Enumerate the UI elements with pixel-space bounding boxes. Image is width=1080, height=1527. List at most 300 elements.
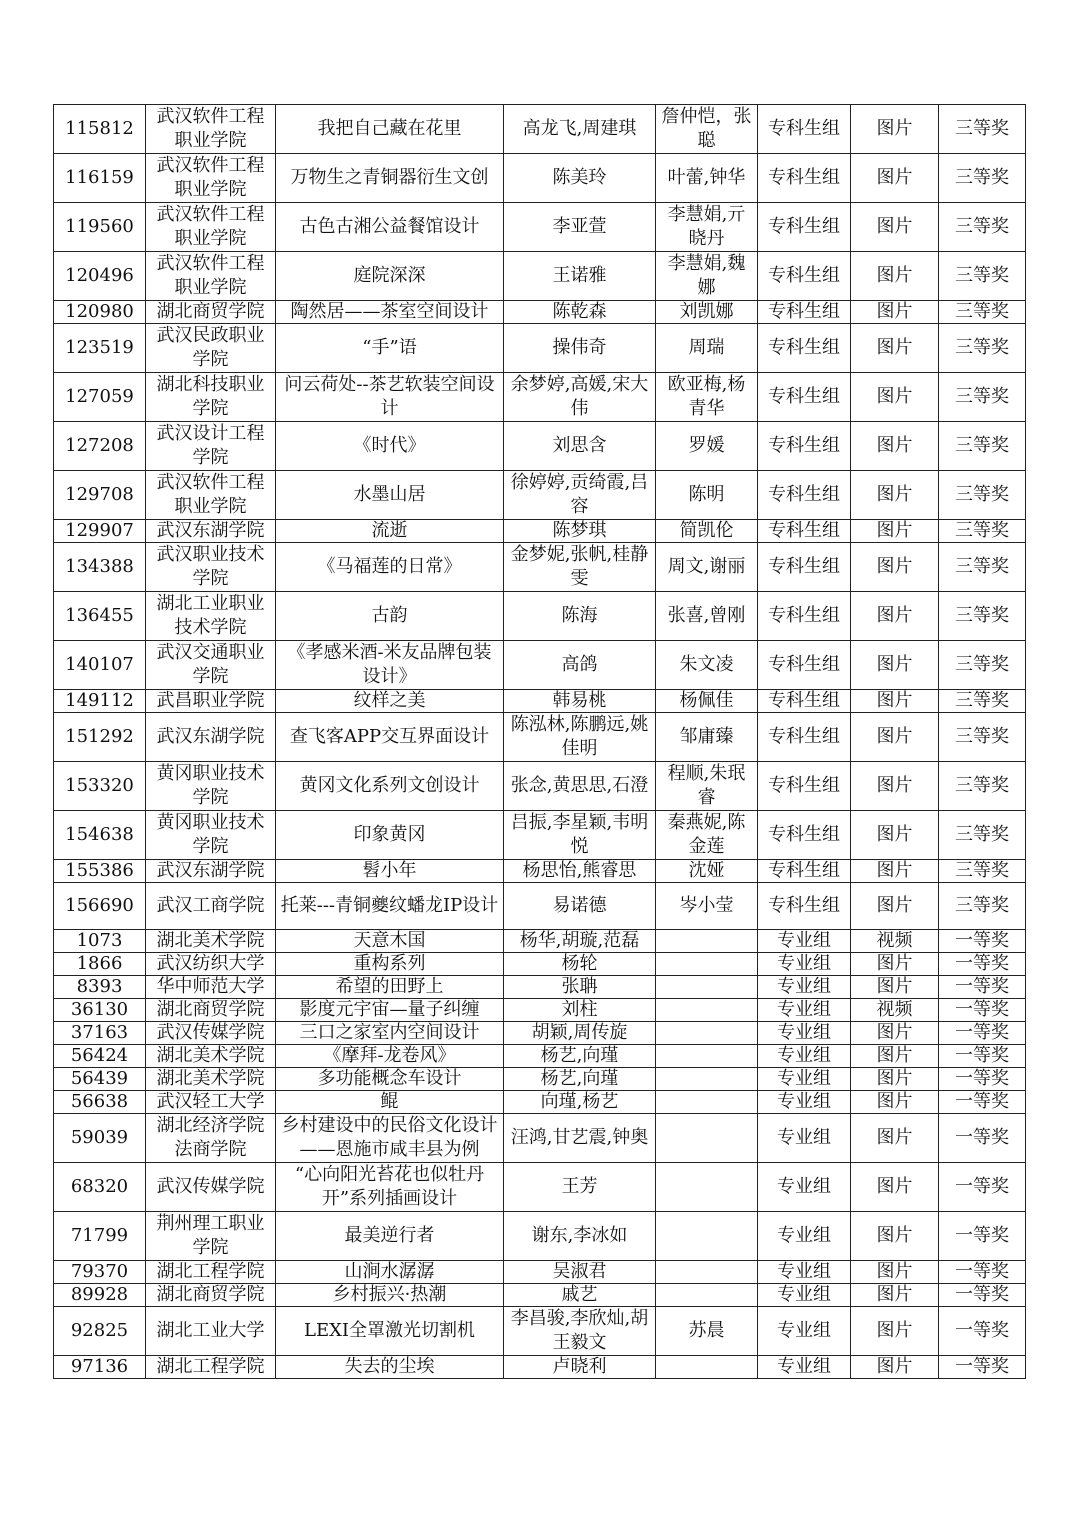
entry-id-cell: 56424 — [54, 1045, 146, 1068]
entry-id-cell: 140107 — [54, 641, 146, 690]
table-row — [54, 154, 1026, 203]
entry-id-cell: 123519 — [54, 324, 146, 373]
group-cell: 专业组 — [758, 1356, 851, 1379]
entry-id-cell: 136455 — [54, 592, 146, 641]
award-cell: 三等奖 — [939, 105, 1026, 154]
award-cell: 一等奖 — [939, 999, 1026, 1022]
group-cell: 专科生组 — [758, 471, 851, 520]
work-title-cell: 三口之家室内空间设计 — [276, 1022, 504, 1045]
table-row — [54, 713, 1026, 762]
work-title-cell: 托莱---青铜夔纹蟠龙IP设计 — [276, 883, 504, 930]
work-title-cell: 印象黄冈 — [276, 811, 504, 860]
school-cell: 武汉职业技术学院 — [146, 543, 276, 592]
group-cell: 专业组 — [758, 1022, 851, 1045]
authors-cell: 金梦妮,张帆,桂静雯 — [504, 543, 656, 592]
table-row — [54, 1045, 1026, 1068]
work-title-cell: 髫小年 — [276, 860, 504, 883]
table-row — [54, 301, 1026, 324]
school-cell: 荆州理工职业学院 — [146, 1212, 276, 1261]
table-row — [54, 930, 1026, 953]
entry-id-cell: 154638 — [54, 811, 146, 860]
group-cell: 专科生组 — [758, 203, 851, 252]
award-cell: 一等奖 — [939, 1212, 1026, 1261]
media-type-cell: 视频 — [851, 999, 939, 1022]
media-type-cell: 图片 — [851, 1091, 939, 1114]
table-row — [54, 1261, 1026, 1284]
school-cell: 武汉软件工程职业学院 — [146, 154, 276, 203]
work-title-cell: 黄冈文化系列文创设计 — [276, 762, 504, 811]
table-row — [54, 422, 1026, 471]
authors-cell: 徐婷婷,贡绮霞,吕容 — [504, 471, 656, 520]
work-title-cell: 希望的田野上 — [276, 976, 504, 999]
school-cell: 华中师范大学 — [146, 976, 276, 999]
group-cell: 专科生组 — [758, 301, 851, 324]
school-cell: 武汉软件工程职业学院 — [146, 203, 276, 252]
authors-cell: 韩易桃 — [504, 690, 656, 713]
authors-cell: 谢东,李冰如 — [504, 1212, 656, 1261]
group-cell: 专科生组 — [758, 154, 851, 203]
advisor-cell: 程顺,朱珉睿 — [656, 762, 758, 811]
authors-cell: 易诺德 — [504, 883, 656, 930]
award-cell: 三等奖 — [939, 592, 1026, 641]
work-title-cell: 查飞客APP交互界面设计 — [276, 713, 504, 762]
entry-id-cell: 120496 — [54, 252, 146, 301]
work-title-cell: 《孝感米酒-米友品牌包装设计》 — [276, 641, 504, 690]
work-title-cell: 《时代》 — [276, 422, 504, 471]
group-cell: 专科生组 — [758, 543, 851, 592]
media-type-cell: 图片 — [851, 105, 939, 154]
authors-cell: 李亚萱 — [504, 203, 656, 252]
award-cell: 三等奖 — [939, 471, 1026, 520]
table-row — [54, 690, 1026, 713]
media-type-cell: 图片 — [851, 762, 939, 811]
work-title-cell: 最美逆行者 — [276, 1212, 504, 1261]
advisor-cell — [656, 1068, 758, 1091]
authors-cell: 杨艺,向瑾 — [504, 1068, 656, 1091]
group-cell: 专科生组 — [758, 422, 851, 471]
media-type-cell: 图片 — [851, 1261, 939, 1284]
work-title-cell: 纹样之美 — [276, 690, 504, 713]
table-row — [54, 953, 1026, 976]
work-title-cell: 山涧水潺潺 — [276, 1261, 504, 1284]
table-row — [54, 999, 1026, 1022]
award-cell: 三等奖 — [939, 811, 1026, 860]
award-cell: 三等奖 — [939, 324, 1026, 373]
table-row — [54, 324, 1026, 373]
award-cell: 三等奖 — [939, 713, 1026, 762]
authors-cell: 戚艺 — [504, 1284, 656, 1307]
advisor-cell — [656, 1261, 758, 1284]
entry-id-cell: 134388 — [54, 543, 146, 592]
school-cell: 湖北商贸学院 — [146, 1284, 276, 1307]
award-cell: 一等奖 — [939, 1163, 1026, 1212]
group-cell: 专业组 — [758, 1261, 851, 1284]
advisor-cell: 周瑞 — [656, 324, 758, 373]
entry-id-cell: 89928 — [54, 1284, 146, 1307]
entry-id-cell: 129907 — [54, 520, 146, 543]
table-row — [54, 592, 1026, 641]
authors-cell: 张聃 — [504, 976, 656, 999]
advisor-cell — [656, 930, 758, 953]
group-cell: 专科生组 — [758, 592, 851, 641]
award-cell: 一等奖 — [939, 1356, 1026, 1379]
school-cell: 湖北工程学院 — [146, 1261, 276, 1284]
award-cell: 一等奖 — [939, 1261, 1026, 1284]
media-type-cell: 图片 — [851, 811, 939, 860]
award-cell: 一等奖 — [939, 1068, 1026, 1091]
work-title-cell: 水墨山居 — [276, 471, 504, 520]
authors-cell: 高鸽 — [504, 641, 656, 690]
work-title-cell: 《摩拜-龙卷风》 — [276, 1045, 504, 1068]
advisor-cell — [656, 999, 758, 1022]
media-type-cell: 图片 — [851, 1163, 939, 1212]
award-cell: 三等奖 — [939, 543, 1026, 592]
work-title-cell: 乡村振兴·热潮 — [276, 1284, 504, 1307]
group-cell: 专科生组 — [758, 520, 851, 543]
authors-cell: 胡颖,周传旋 — [504, 1022, 656, 1045]
media-type-cell: 图片 — [851, 543, 939, 592]
entry-id-cell: 92825 — [54, 1307, 146, 1356]
advisor-cell: 简凯伦 — [656, 520, 758, 543]
media-type-cell: 图片 — [851, 373, 939, 422]
group-cell: 专业组 — [758, 1045, 851, 1068]
school-cell: 武汉纺织大学 — [146, 953, 276, 976]
group-cell: 专科生组 — [758, 105, 851, 154]
school-cell: 武汉民政职业学院 — [146, 324, 276, 373]
authors-cell: 高龙飞,周建琪 — [504, 105, 656, 154]
media-type-cell: 图片 — [851, 592, 939, 641]
entry-id-cell: 59039 — [54, 1114, 146, 1163]
school-cell: 湖北科技职业学院 — [146, 373, 276, 422]
school-cell: 武汉软件工程职业学院 — [146, 252, 276, 301]
entry-id-cell: 97136 — [54, 1356, 146, 1379]
work-title-cell: 天意木国 — [276, 930, 504, 953]
authors-cell: 刘思含 — [504, 422, 656, 471]
school-cell: 湖北美术学院 — [146, 930, 276, 953]
school-cell: 武汉设计工程学院 — [146, 422, 276, 471]
group-cell: 专业组 — [758, 1307, 851, 1356]
advisor-cell: 周文,谢丽 — [656, 543, 758, 592]
work-title-cell: 多功能概念车设计 — [276, 1068, 504, 1091]
entry-id-cell: 155386 — [54, 860, 146, 883]
media-type-cell: 图片 — [851, 976, 939, 999]
authors-cell: 杨思怡,熊睿思 — [504, 860, 656, 883]
authors-cell: 张念,黄思思,石澄 — [504, 762, 656, 811]
school-cell: 湖北商贸学院 — [146, 999, 276, 1022]
school-cell: 湖北工业职业技术学院 — [146, 592, 276, 641]
table-row — [54, 520, 1026, 543]
school-cell: 武汉传媒学院 — [146, 1163, 276, 1212]
advisor-cell: 张喜,曾刚 — [656, 592, 758, 641]
advisor-cell: 詹仲恺，张聪 — [656, 105, 758, 154]
authors-cell: 余梦婷,高媛,宋大伟 — [504, 373, 656, 422]
advisor-cell — [656, 953, 758, 976]
media-type-cell: 图片 — [851, 1356, 939, 1379]
media-type-cell: 图片 — [851, 641, 939, 690]
table-row — [54, 1284, 1026, 1307]
advisor-cell — [656, 976, 758, 999]
table-row — [54, 1091, 1026, 1114]
group-cell: 专科生组 — [758, 713, 851, 762]
authors-cell: 陈美玲 — [504, 154, 656, 203]
advisor-cell — [656, 1284, 758, 1307]
work-title-cell: 陶然居——茶室空间设计 — [276, 301, 504, 324]
entry-id-cell: 129708 — [54, 471, 146, 520]
entry-id-cell: 151292 — [54, 713, 146, 762]
work-title-cell: 影度元宇宙—量子纠缠 — [276, 999, 504, 1022]
advisor-cell — [656, 1212, 758, 1261]
media-type-cell: 图片 — [851, 883, 939, 930]
advisor-cell — [656, 1022, 758, 1045]
media-type-cell: 图片 — [851, 422, 939, 471]
media-type-cell: 图片 — [851, 1068, 939, 1091]
advisor-cell: 欧亚梅,杨青华 — [656, 373, 758, 422]
table-row — [54, 860, 1026, 883]
award-cell: 三等奖 — [939, 690, 1026, 713]
authors-cell: 陈泓林,陈鹏远,姚佳明 — [504, 713, 656, 762]
award-cell: 三等奖 — [939, 883, 1026, 930]
award-cell: 一等奖 — [939, 930, 1026, 953]
authors-cell: 杨轮 — [504, 953, 656, 976]
school-cell: 湖北工程学院 — [146, 1356, 276, 1379]
authors-cell: 吴淑君 — [504, 1261, 656, 1284]
advisor-cell: 邹庸臻 — [656, 713, 758, 762]
work-title-cell: 万物生之青铜器衍生文创 — [276, 154, 504, 203]
award-cell: 三等奖 — [939, 641, 1026, 690]
advisor-cell: 李慧娟,魏娜 — [656, 252, 758, 301]
school-cell: 黄冈职业技术学院 — [146, 762, 276, 811]
media-type-cell: 图片 — [851, 252, 939, 301]
award-cell: 一等奖 — [939, 1045, 1026, 1068]
advisor-cell: 罗媛 — [656, 422, 758, 471]
work-title-cell: 古韵 — [276, 592, 504, 641]
school-cell: 黄冈职业技术学院 — [146, 811, 276, 860]
media-type-cell: 图片 — [851, 301, 939, 324]
advisor-cell — [656, 1045, 758, 1068]
authors-cell: 刘柱 — [504, 999, 656, 1022]
group-cell: 专业组 — [758, 999, 851, 1022]
school-cell: 湖北工业大学 — [146, 1307, 276, 1356]
work-title-cell: 庭院深深 — [276, 252, 504, 301]
table-row — [54, 252, 1026, 301]
media-type-cell: 图片 — [851, 860, 939, 883]
work-title-cell: 我把自己藏在花里 — [276, 105, 504, 154]
award-cell: 三等奖 — [939, 252, 1026, 301]
entry-id-cell: 56439 — [54, 1068, 146, 1091]
school-cell: 武昌职业学院 — [146, 690, 276, 713]
media-type-cell: 图片 — [851, 154, 939, 203]
group-cell: 专业组 — [758, 1163, 851, 1212]
entry-id-cell: 120980 — [54, 301, 146, 324]
media-type-cell: 图片 — [851, 1022, 939, 1045]
advisor-cell — [656, 1163, 758, 1212]
authors-cell: 陈乾森 — [504, 301, 656, 324]
award-cell: 一等奖 — [939, 1091, 1026, 1114]
entry-id-cell: 127208 — [54, 422, 146, 471]
table-row — [54, 1068, 1026, 1091]
authors-cell: 陈海 — [504, 592, 656, 641]
work-title-cell: 流逝 — [276, 520, 504, 543]
media-type-cell: 图片 — [851, 713, 939, 762]
entry-id-cell: 37163 — [54, 1022, 146, 1045]
work-title-cell: 重构系列 — [276, 953, 504, 976]
school-cell: 武汉东湖学院 — [146, 520, 276, 543]
advisor-cell: 叶蕾,钟华 — [656, 154, 758, 203]
school-cell: 武汉交通职业学院 — [146, 641, 276, 690]
award-cell: 一等奖 — [939, 1284, 1026, 1307]
entry-id-cell: 36130 — [54, 999, 146, 1022]
award-cell: 三等奖 — [939, 422, 1026, 471]
group-cell: 专科生组 — [758, 883, 851, 930]
table-row — [54, 1163, 1026, 1212]
group-cell: 专科生组 — [758, 811, 851, 860]
authors-cell: 王诺雅 — [504, 252, 656, 301]
entry-id-cell: 119560 — [54, 203, 146, 252]
work-title-cell: 失去的尘埃 — [276, 1356, 504, 1379]
advisor-cell: 岑小莹 — [656, 883, 758, 930]
advisor-cell: 苏晨 — [656, 1307, 758, 1356]
media-type-cell: 图片 — [851, 324, 939, 373]
entry-id-cell: 56638 — [54, 1091, 146, 1114]
table-row — [54, 762, 1026, 811]
media-type-cell: 图片 — [851, 471, 939, 520]
group-cell: 专业组 — [758, 976, 851, 999]
table-row — [54, 976, 1026, 999]
award-cell: 一等奖 — [939, 976, 1026, 999]
advisor-cell: 李慧娟,亓晓丹 — [656, 203, 758, 252]
advisor-cell — [656, 1114, 758, 1163]
advisor-cell: 杨佩佳 — [656, 690, 758, 713]
media-type-cell: 图片 — [851, 953, 939, 976]
table-body — [54, 105, 1026, 1379]
entry-id-cell: 153320 — [54, 762, 146, 811]
advisor-cell: 秦燕妮,陈金莲 — [656, 811, 758, 860]
authors-cell: 陈梦琪 — [504, 520, 656, 543]
table-row — [54, 883, 1026, 930]
table-row — [54, 1307, 1026, 1356]
entry-id-cell: 116159 — [54, 154, 146, 203]
advisor-cell: 朱文凌 — [656, 641, 758, 690]
work-title-cell: 鲲 — [276, 1091, 504, 1114]
school-cell: 武汉传媒学院 — [146, 1022, 276, 1045]
school-cell: 武汉东湖学院 — [146, 860, 276, 883]
media-type-cell: 图片 — [851, 1212, 939, 1261]
table-row — [54, 1114, 1026, 1163]
authors-cell: 操伟奇 — [504, 324, 656, 373]
award-cell: 三等奖 — [939, 520, 1026, 543]
authors-cell: 向瑾,杨艺 — [504, 1091, 656, 1114]
work-title-cell: 乡村建设中的民俗文化设计——恩施市咸丰县为例 — [276, 1114, 504, 1163]
table-row — [54, 811, 1026, 860]
table-row — [54, 641, 1026, 690]
entry-id-cell: 1073 — [54, 930, 146, 953]
authors-cell: 吕振,李星颖,韦明悦 — [504, 811, 656, 860]
advisor-cell: 沈娅 — [656, 860, 758, 883]
entry-id-cell: 149112 — [54, 690, 146, 713]
group-cell: 专业组 — [758, 930, 851, 953]
advisor-cell: 陈明 — [656, 471, 758, 520]
media-type-cell: 图片 — [851, 520, 939, 543]
table-row — [54, 543, 1026, 592]
table-row — [54, 1356, 1026, 1379]
table-row — [54, 1212, 1026, 1261]
table-row — [54, 203, 1026, 252]
group-cell: 专业组 — [758, 953, 851, 976]
entry-id-cell: 79370 — [54, 1261, 146, 1284]
group-cell: 专科生组 — [758, 762, 851, 811]
media-type-cell: 图片 — [851, 1284, 939, 1307]
school-cell: 武汉轻工大学 — [146, 1091, 276, 1114]
table-row — [54, 105, 1026, 154]
award-cell: 一等奖 — [939, 953, 1026, 976]
award-cell: 三等奖 — [939, 203, 1026, 252]
group-cell: 专业组 — [758, 1091, 851, 1114]
award-cell: 一等奖 — [939, 1022, 1026, 1045]
group-cell: 专科生组 — [758, 252, 851, 301]
advisor-cell — [656, 1091, 758, 1114]
group-cell: 专科生组 — [758, 641, 851, 690]
award-cell: 三等奖 — [939, 860, 1026, 883]
work-title-cell: “心向阳光苔花也似牡丹开”系列插画设计 — [276, 1163, 504, 1212]
school-cell: 武汉东湖学院 — [146, 713, 276, 762]
authors-cell: 杨华,胡璇,范磊 — [504, 930, 656, 953]
work-title-cell: LEXI全罩激光切割机 — [276, 1307, 504, 1356]
work-title-cell: 问云荷处--茶艺软装空间设计 — [276, 373, 504, 422]
media-type-cell: 图片 — [851, 690, 939, 713]
entry-id-cell: 71799 — [54, 1212, 146, 1261]
entry-id-cell: 8393 — [54, 976, 146, 999]
group-cell: 专业组 — [758, 1284, 851, 1307]
school-cell: 湖北美术学院 — [146, 1045, 276, 1068]
table-row — [54, 1022, 1026, 1045]
work-title-cell: 《马福莲的日常》 — [276, 543, 504, 592]
award-cell: 三等奖 — [939, 373, 1026, 422]
entry-id-cell: 1866 — [54, 953, 146, 976]
work-title-cell: “手”语 — [276, 324, 504, 373]
entry-id-cell: 68320 — [54, 1163, 146, 1212]
award-cell: 一等奖 — [939, 1114, 1026, 1163]
group-cell: 专科生组 — [758, 324, 851, 373]
authors-cell: 汪鸿,甘艺震,钟奥 — [504, 1114, 656, 1163]
award-cell: 一等奖 — [939, 1307, 1026, 1356]
group-cell: 专业组 — [758, 1068, 851, 1091]
school-cell: 湖北商贸学院 — [146, 301, 276, 324]
award-results-table — [53, 104, 1026, 1379]
award-cell: 三等奖 — [939, 762, 1026, 811]
group-cell: 专业组 — [758, 1114, 851, 1163]
group-cell: 专科生组 — [758, 690, 851, 713]
group-cell: 专科生组 — [758, 860, 851, 883]
authors-cell: 卢晓利 — [504, 1356, 656, 1379]
school-cell: 武汉软件工程职业学院 — [146, 105, 276, 154]
school-cell: 武汉工商学院 — [146, 883, 276, 930]
media-type-cell: 图片 — [851, 1307, 939, 1356]
advisor-cell: 刘凯娜 — [656, 301, 758, 324]
table-row — [54, 471, 1026, 520]
entry-id-cell: 127059 — [54, 373, 146, 422]
authors-cell: 李昌骏,李欣灿,胡王毅文 — [504, 1307, 656, 1356]
school-cell: 湖北经济学院法商学院 — [146, 1114, 276, 1163]
school-cell: 武汉软件工程职业学院 — [146, 471, 276, 520]
media-type-cell: 视频 — [851, 930, 939, 953]
group-cell: 专业组 — [758, 1212, 851, 1261]
authors-cell: 王芳 — [504, 1163, 656, 1212]
media-type-cell: 图片 — [851, 1045, 939, 1068]
authors-cell: 杨艺,向瑾 — [504, 1045, 656, 1068]
advisor-cell — [656, 1356, 758, 1379]
work-title-cell: 古色古湘公益餐馆设计 — [276, 203, 504, 252]
table-row — [54, 373, 1026, 422]
